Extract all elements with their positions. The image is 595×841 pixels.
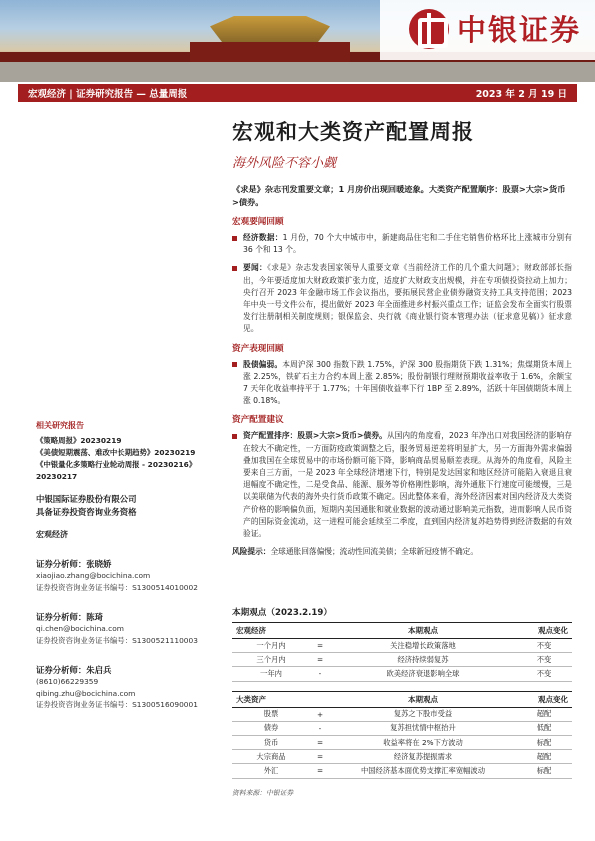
analyst-name: 证券分析师：朱启兵 [36, 665, 112, 675]
outlook-table [232, 622, 572, 682]
related-report-link[interactable]: 《美债短期震荡、难改中长期趋势》20230219 [36, 448, 196, 457]
table-header: 本期观点 [330, 691, 516, 707]
report-date: 2023 年 2 月 19 日 [475, 89, 567, 100]
brand-logo [409, 8, 581, 49]
table-cell: = [310, 639, 330, 653]
table-cell: 复苏担忧情中枢抬升 [330, 721, 516, 735]
table-cell: 中国经济基本面优势支撑汇率宽幅波动 [330, 764, 516, 778]
boc-logo-icon [409, 9, 449, 49]
table-header: 观点变化 [516, 623, 572, 639]
bullet-label: 资产配置排序：股票>大宗>货币>债券。 [243, 431, 387, 441]
table-cell: = [310, 764, 330, 778]
report-category: 宏观经济 | 证券研究报告 — 总量周报 [28, 89, 188, 100]
bullet-item [232, 359, 572, 408]
table-cell: 欧美经济衰退影响全球 [330, 667, 516, 681]
bullet-square-icon [232, 434, 237, 439]
analyst-block [36, 664, 226, 711]
table-cell: - [310, 667, 330, 681]
table-row [232, 707, 572, 721]
analyst-email[interactable]: qi.chen@bocichina.com [36, 624, 124, 633]
source-note: 资料来源：中银证券 [232, 788, 294, 797]
analyst-name: 证券分析师：陈琦 [36, 612, 103, 622]
bullet-label: 经济数据： [243, 233, 283, 242]
table-cell: 经济复苏提振需求 [330, 750, 516, 764]
asset-table [232, 691, 572, 779]
bullet-text: 《求是》杂志发表国家领导人重要文章《当前经济工作的几个重大问题》；财政部部长指出，今年要适度加大财政政策扩张力度，适度扩大财政支出规模，并在专项债投资拉动上加力；央行召开 2023 年金融市场工作会议指出，要拓展民营企业债券融资支持工具支持范围；2023 年中央一号文件公布，提出做好 2023 年全面推进乡村振兴重点工作；证监会发布全面实行股票发行注册制相关制度规则；银保监会、央行就《商业银行资本管理办法（征求意见稿）》征求意见。 [243, 263, 572, 334]
table-row [232, 750, 572, 764]
table-row [232, 653, 572, 667]
table-cell: 一个月内 [232, 639, 310, 653]
table-cell: 关注稳增长政策落地 [330, 639, 516, 653]
table-header: 大类资产 [232, 691, 310, 707]
bullet-text: 从国内的角度看，2023 年净出口对我国经济的影响存在较大不确定性，一方面防疫政策调整之后，服务贸易逆差将明显扩大，另一方面海外需求偏弱叠加我国在全球贸易中的市场份额可能下降，影响商品贸易顺差表现。从海外的角度看，风险主要来自三方面，一是 2023 年全球经济增速下行，特别是发达国家和地区经济可能陷入衰退且衰退幅度不确定性，二是受食品、能源、服务等价格刚性影响，海外通胀下行速度可能缓慢，三是以美联储为代表的海外央行货币政策不确定。因此整体来看，海外经济因素对国内经济及大类资产价格的影响偏负面，短期内美国通胀和就业数据的波动通过影响美元指数，进而影响人民币资产的国际资金流动，这一进程可能会延续至二季度，直到国内经济复苏趋势得到经济数据的有效验证。 [243, 431, 572, 539]
org-category: 宏观经济 [36, 530, 68, 539]
banner-ground [0, 62, 595, 82]
analyst-phone: (8610)66229359 [36, 677, 99, 686]
analyst-block [36, 611, 226, 646]
org-line: 具备证券投资咨询业务资格 [36, 507, 137, 517]
bullet-item [232, 430, 572, 540]
sidebar [36, 420, 226, 711]
header-banner [0, 0, 595, 82]
risk-warning [232, 546, 572, 558]
related-report-date: 20230217 [36, 472, 78, 481]
table-cell: 标配 [516, 764, 572, 778]
table-cell: = [310, 735, 330, 749]
risk-text: 全球通胀回落偏慢；流动性回流美债；全球新冠疫情不确定。 [270, 547, 479, 557]
table-cell: 股票 [232, 707, 310, 721]
table-cell: 货币 [232, 735, 310, 749]
bullet-square-icon [232, 362, 237, 367]
page-subtitle: 海外风险不容小觑 [232, 156, 337, 171]
table-row [232, 667, 572, 681]
table-cell: - [310, 721, 330, 735]
table-row [232, 721, 572, 735]
table-row [232, 639, 572, 653]
table-cell: + [310, 707, 330, 721]
table-cell: 不变 [516, 653, 572, 667]
table-cell: = [310, 653, 330, 667]
analyst-name: 证券分析师：张晓娇 [36, 559, 112, 569]
report-header-bar [18, 84, 577, 102]
table-cell: 大宗商品 [232, 750, 310, 764]
table-title: 本期观点（2023.2.19） [232, 608, 332, 618]
bullet-text: 本周沪深 300 指数下跌 1.75%，沪深 300 股指期货下跌 1.31%；焦煤期货本周上涨 2.25%，铁矿石主力合约本周上涨 2.85%；股份制银行理财预期收益率收于 1.6%，余额宝 7 天年化收益率持平于 1.77%；十年国债收益率下行 1BP 至 2.89%，活跃十年国债期货本周上涨 0.18%。 [243, 359, 572, 406]
table-cell: 低配 [516, 721, 572, 735]
table-cell: 收益率将在 2%下方波动 [330, 735, 516, 749]
bullet-label: 要闻： [243, 263, 268, 273]
table-header: 观点变化 [516, 691, 572, 707]
table-row [232, 735, 572, 749]
lead-summary: 《求是》杂志刊发重要文章；1 月房价出现回暖迹象。大类资产配置顺序：股票>大宗>货币>债券。 [232, 184, 566, 207]
risk-label: 风险提示： [232, 547, 271, 557]
analyst-block [36, 558, 226, 593]
table-cell: 债券 [232, 721, 310, 735]
table-cell: 超配 [516, 750, 572, 764]
bullet-text: 1 月份，70 个大中城市中，新建商品住宅和二手住宅销售价格环比上涨城市分别有 36 个和 13 个。 [243, 233, 572, 255]
bullet-item [232, 262, 572, 335]
table-cell: 经济持续弱复苏 [330, 653, 516, 667]
bullet-square-icon [232, 236, 237, 241]
related-report-link[interactable]: 《策略周报》20230219 [36, 436, 122, 445]
table-row [232, 764, 572, 778]
table-header [310, 691, 330, 707]
org-line: 中银国际证券股份有限公司 [36, 494, 137, 504]
section-heading-allocation: 资产配置建议 [232, 415, 284, 426]
table-cell: 一年内 [232, 667, 310, 681]
page-title: 宏观和大类资产配置周报 [232, 119, 474, 144]
related-report-link[interactable]: 《中银量化多策略行业轮动周报 - 20230216》 [36, 460, 197, 469]
outlook-table-section [232, 606, 572, 797]
analyst-cert: 证券投资咨询业务证书编号：S1300521110003 [36, 635, 198, 645]
section-heading-review: 宏观要闻回顾 [232, 217, 284, 227]
banner-roof [210, 16, 330, 42]
bullet-square-icon [232, 266, 237, 271]
table-cell: 标配 [516, 735, 572, 749]
analyst-email[interactable]: qibing.zhu@bocichina.com [36, 688, 136, 698]
analyst-cert: 证券投资咨询业务证书编号：S1300516090001 [36, 700, 198, 709]
table-cell: 不变 [516, 667, 572, 681]
analyst-cert: 证券投资咨询业务证书编号：S1300514010002 [36, 582, 198, 592]
banner-hall [190, 42, 350, 64]
table-cell: 复苏之下股市受益 [330, 707, 516, 721]
table-cell: 外汇 [232, 764, 310, 778]
related-reports-heading: 相关研究报告 [36, 421, 84, 430]
table-header: 本期观点 [330, 623, 516, 639]
table-cell: 超配 [516, 707, 572, 721]
main-content [232, 183, 572, 558]
table-cell: = [310, 750, 330, 764]
org-name [36, 493, 226, 519]
table-header: 宏观经济 [232, 623, 310, 639]
bullet-label: 股债偏弱。 [243, 359, 283, 369]
bullet-item [232, 232, 572, 256]
brand-name: 中银证券 [456, 13, 581, 47]
section-heading-performance: 资产表现回顾 [232, 343, 284, 354]
analyst-email[interactable]: xiaojiao.zhang@bocichina.com [36, 571, 151, 580]
table-cell: 不变 [516, 639, 572, 653]
table-header [310, 623, 330, 639]
table-cell: 三个月内 [232, 653, 310, 667]
